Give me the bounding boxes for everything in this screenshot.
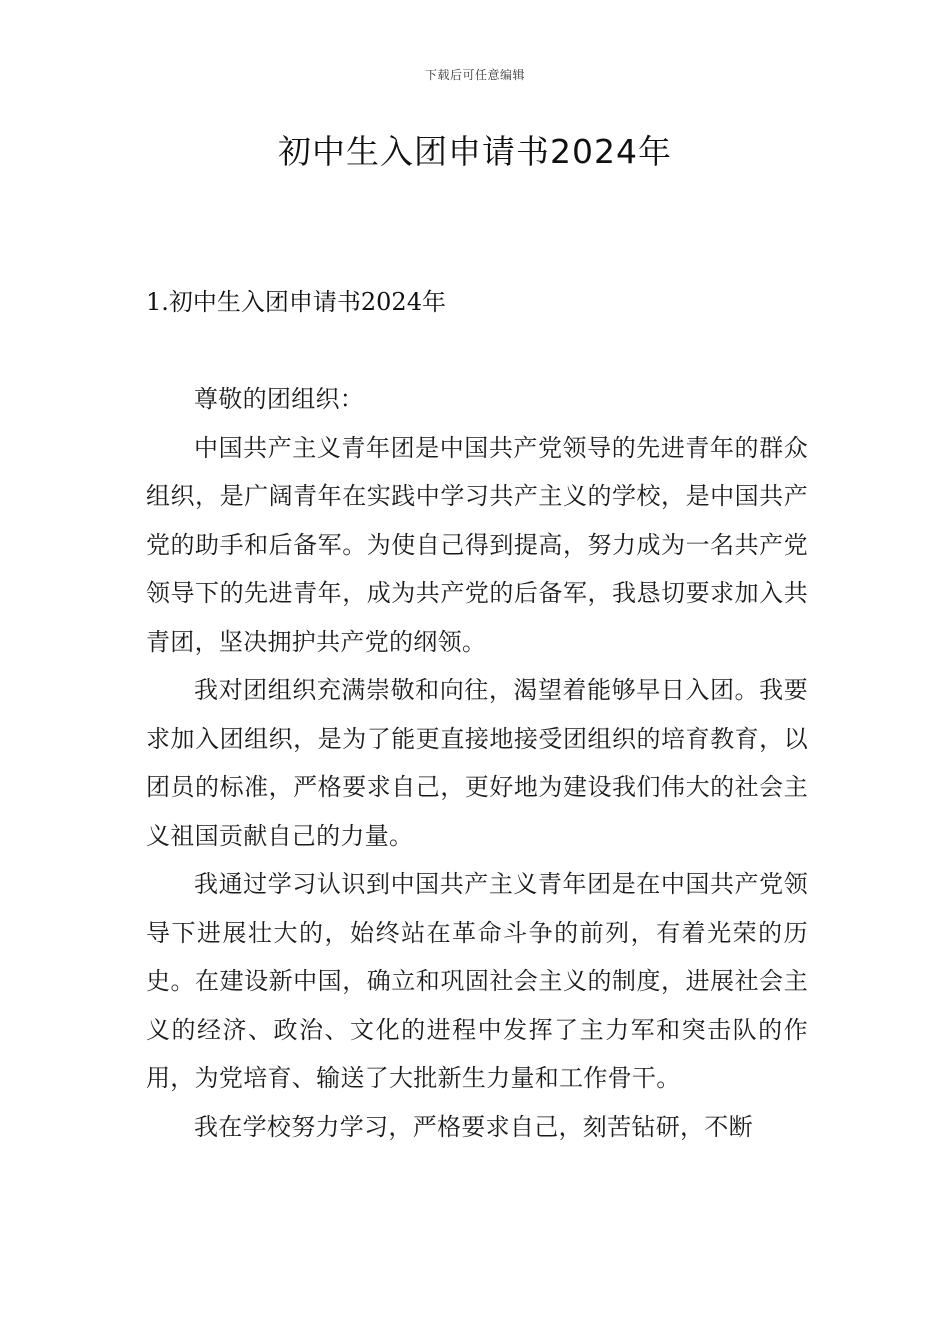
- salutation: 尊敬的团组织：: [194, 385, 365, 413]
- paragraph-3: 我通过学习认识到中国共产主义青年团是在中国共产党领导下进展壮大的，始终站在革命斗争的前列，有着光荣的历史。在建设新中国，确立和巩固社会主义的制度，进展社会主义的经济、政治、文化的进程中发挥了主力军和突击队的作用，为党培育、输送了大批新生力量和工作骨干。: [146, 870, 808, 1092]
- document-title: 初中生入团申请书2024年: [278, 132, 672, 171]
- paragraph-4: 我在学校努力学习，严格要求自己，刻苦钻研，不断: [194, 1112, 753, 1141]
- paragraph-1: 中国共产主义青年团是中国共产党领导的先进青年的群众组织，是广阔青年在实践中学习共产主义的学校，是中国共产党的助手和后备军。为使自己得到提高，努力成为一名共产党领导下的先进青年，成为共产党的后备军，我恳切要求加入共青团，坚决拥护共产党的纲领。: [146, 433, 808, 656]
- section-heading: 1.初中生入团申请书2024年: [146, 288, 446, 316]
- document-body: [146, 375, 808, 1151]
- paragraph-2: 我对团组织充满崇敬和向往，渴望着能够早日入团。我要求加入团组织，是为了能更直接地接受团组织的培育教育，以团员的标准，严格要求自己，更好地为建设我们伟大的社会主义祖国贡献自己的力量。: [146, 676, 808, 850]
- header-note: 下载后可任意编辑: [424, 68, 525, 82]
